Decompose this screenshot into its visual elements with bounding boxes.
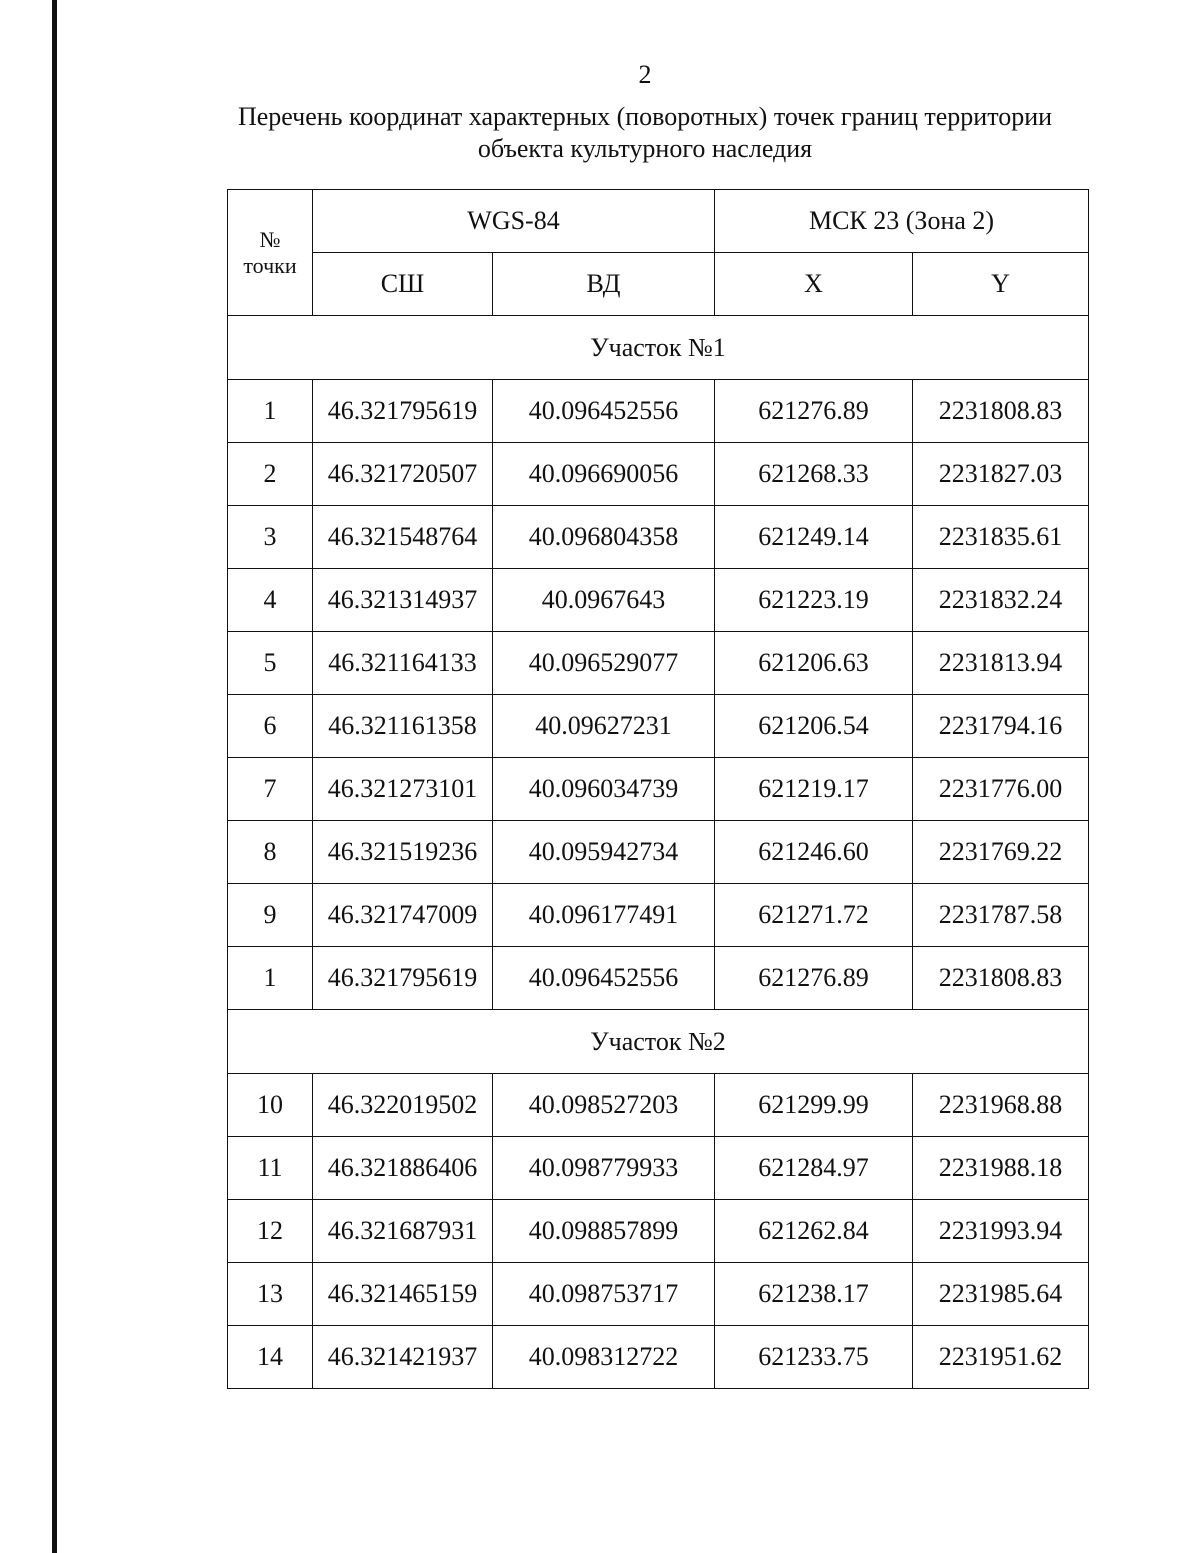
x-cell: 621276.89	[715, 380, 913, 443]
y-cell: 2231988.18	[913, 1137, 1089, 1200]
x-cell: 621219.17	[715, 758, 913, 821]
point-number-cell: 13	[228, 1263, 313, 1326]
table-row	[228, 632, 1089, 695]
x-cell: 621249.14	[715, 506, 913, 569]
point-number-cell: 7	[228, 758, 313, 821]
latitude-cell: 46.321886406	[313, 1137, 493, 1200]
table-row	[228, 443, 1089, 506]
y-cell: 2231827.03	[913, 443, 1089, 506]
longitude-cell: 40.098312722	[493, 1326, 715, 1389]
table-header-row-2	[228, 253, 1089, 316]
msk23-header: МСК 23 (Зона 2)	[715, 190, 1089, 253]
latitude-cell: 46.321747009	[313, 884, 493, 947]
longitude-cell: 40.098527203	[493, 1074, 715, 1137]
table-row	[228, 821, 1089, 884]
longitude-cell: 40.096034739	[493, 758, 715, 821]
longitude-cell: 40.096804358	[493, 506, 715, 569]
y-cell: 2231951.62	[913, 1326, 1089, 1389]
table-row	[228, 380, 1089, 443]
latitude-cell: 46.321421937	[313, 1326, 493, 1389]
y-cell: 2231808.83	[913, 947, 1089, 1010]
table-row	[228, 1200, 1089, 1263]
coordinates-table	[227, 189, 1089, 1389]
x-cell: 621206.54	[715, 695, 913, 758]
latitude-cell: 46.321795619	[313, 947, 493, 1010]
coordinates-table-body	[228, 316, 1089, 1389]
point-number-cell: 8	[228, 821, 313, 884]
latitude-cell: 46.321720507	[313, 443, 493, 506]
point-number-cell: 2	[228, 443, 313, 506]
longitude-cell: 40.0967643	[493, 569, 715, 632]
longitude-cell: 40.096529077	[493, 632, 715, 695]
point-number-header-symbol: №	[259, 226, 281, 252]
wgs84-header: WGS-84	[313, 190, 715, 253]
longitude-cell: 40.09627231	[493, 695, 715, 758]
y-cell: 2231835.61	[913, 506, 1089, 569]
x-cell: 621299.99	[715, 1074, 913, 1137]
latitude-cell: 46.321519236	[313, 821, 493, 884]
section-label: Участок №1	[228, 316, 1089, 380]
table-row	[228, 1263, 1089, 1326]
y-cell: 2231985.64	[913, 1263, 1089, 1326]
longitude-header: ВД	[493, 253, 715, 316]
longitude-cell: 40.096452556	[493, 947, 715, 1010]
point-number-cell: 10	[228, 1074, 313, 1137]
y-cell: 2231794.16	[913, 695, 1089, 758]
point-number-header-label: точки	[243, 252, 297, 278]
latitude-cell: 46.321795619	[313, 380, 493, 443]
point-number-cell: 1	[228, 380, 313, 443]
y-cell: 2231776.00	[913, 758, 1089, 821]
table-row	[228, 1074, 1089, 1137]
table-row	[228, 695, 1089, 758]
title-line-2: объекта культурного наследия	[477, 134, 813, 163]
longitude-cell: 40.096177491	[493, 884, 715, 947]
y-header: Y	[913, 253, 1089, 316]
table-row	[228, 506, 1089, 569]
x-cell: 621284.97	[715, 1137, 913, 1200]
section-row	[228, 1010, 1089, 1074]
latitude-cell: 46.321465159	[313, 1263, 493, 1326]
y-cell: 2231832.24	[913, 569, 1089, 632]
longitude-cell: 40.096452556	[493, 380, 715, 443]
point-number-cell: 6	[228, 695, 313, 758]
longitude-cell: 40.096690056	[493, 443, 715, 506]
x-cell: 621206.63	[715, 632, 913, 695]
section-label: Участок №2	[228, 1010, 1089, 1074]
longitude-cell: 40.098779933	[493, 1137, 715, 1200]
longitude-cell: 40.098857899	[493, 1200, 715, 1263]
y-cell: 2231968.88	[913, 1074, 1089, 1137]
y-cell: 2231808.83	[913, 380, 1089, 443]
x-header: X	[715, 253, 913, 316]
y-cell: 2231769.22	[913, 821, 1089, 884]
latitude-cell: 46.321314937	[313, 569, 493, 632]
y-cell: 2231993.94	[913, 1200, 1089, 1263]
y-cell: 2231787.58	[913, 884, 1089, 947]
latitude-cell: 46.321164133	[313, 632, 493, 695]
table-row	[228, 947, 1089, 1010]
latitude-cell: 46.321687931	[313, 1200, 493, 1263]
point-number-cell: 4	[228, 569, 313, 632]
x-cell: 621238.17	[715, 1263, 913, 1326]
point-number-cell: 1	[228, 947, 313, 1010]
table-row	[228, 1326, 1089, 1389]
x-cell: 621271.72	[715, 884, 913, 947]
margin-rule	[52, 0, 57, 1553]
x-cell: 621276.89	[715, 947, 913, 1010]
section-row	[228, 316, 1089, 380]
longitude-cell: 40.098753717	[493, 1263, 715, 1326]
point-number-cell: 5	[228, 632, 313, 695]
x-cell: 621268.33	[715, 443, 913, 506]
point-number-cell: 12	[228, 1200, 313, 1263]
y-cell: 2231813.94	[913, 632, 1089, 695]
table-row	[228, 884, 1089, 947]
table-row	[228, 758, 1089, 821]
latitude-cell: 46.321548764	[313, 506, 493, 569]
table-row	[228, 1137, 1089, 1200]
page-number: 2	[638, 60, 652, 89]
point-number-cell: 11	[228, 1137, 313, 1200]
point-number-cell: 3	[228, 506, 313, 569]
x-cell: 621246.60	[715, 821, 913, 884]
point-number-cell: 9	[228, 884, 313, 947]
x-cell: 621262.84	[715, 1200, 913, 1263]
title-line-1: Перечень координат характерных (поворотных) точек границ территории	[237, 102, 1053, 131]
point-number-header	[228, 190, 313, 316]
latitude-cell: 46.322019502	[313, 1074, 493, 1137]
x-cell: 621233.75	[715, 1326, 913, 1389]
page-title	[200, 101, 1090, 165]
latitude-header: СШ	[313, 253, 493, 316]
table-header-row-1	[228, 190, 1089, 253]
latitude-cell: 46.321273101	[313, 758, 493, 821]
table-row	[228, 569, 1089, 632]
point-number-cell: 14	[228, 1326, 313, 1389]
latitude-cell: 46.321161358	[313, 695, 493, 758]
x-cell: 621223.19	[715, 569, 913, 632]
longitude-cell: 40.095942734	[493, 821, 715, 884]
